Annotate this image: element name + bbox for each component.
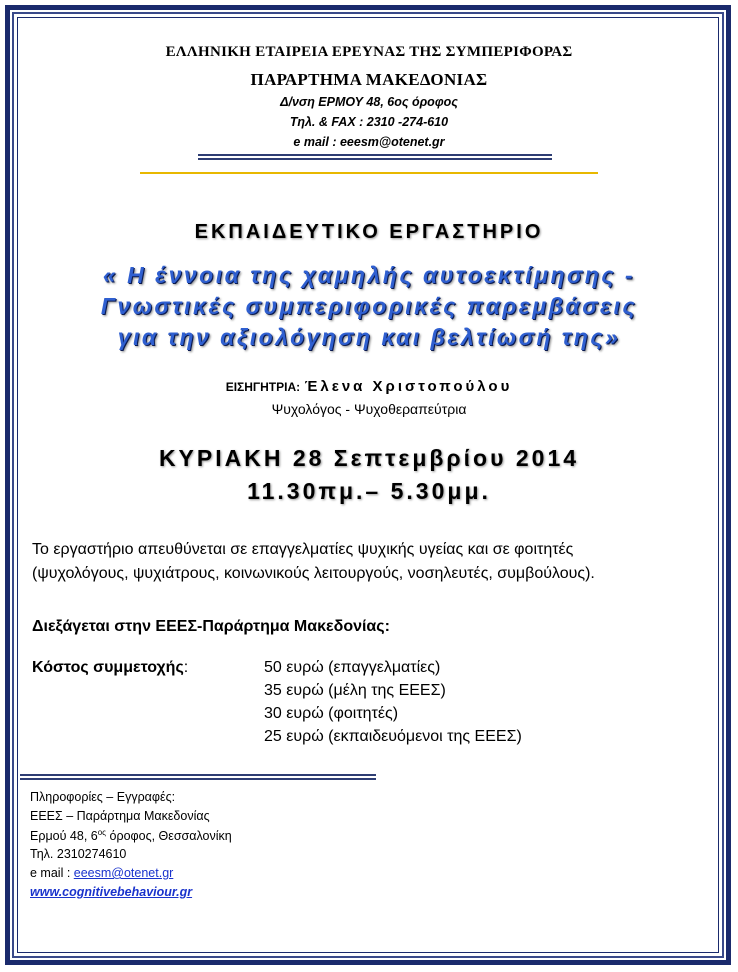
footer-address-start: Ερμού 48, 6 bbox=[30, 829, 98, 844]
event-title-line-3: για την αξιολόγηση και βελτίωσή της» bbox=[117, 324, 621, 350]
header-organization: ΕΛΛΗΝΙΚΗ ΕΤΑΙΡΕΙΑ ΕΡΕΥΝΑΣ ΤΗΣ ΣΥΜΠΕΡΙΦΟΡΑΣ bbox=[165, 44, 573, 60]
footer-email bbox=[30, 866, 173, 880]
header-accent-rule bbox=[140, 172, 598, 174]
event-title-line-1: « Η έννοια της χαμηλής αυτοεκτίμησης - bbox=[102, 262, 636, 288]
cost-item-members: 35 ευρώ (μέλη της ΕΕΕΣ) bbox=[264, 682, 446, 699]
event-time: 11.30πμ.– 5.30μμ. bbox=[247, 478, 491, 504]
speaker bbox=[0, 378, 738, 396]
speaker-name: Έλενα Χριστοπούλου bbox=[304, 378, 513, 395]
footer-address-sup: ος bbox=[97, 828, 107, 837]
audience-line-2: (ψυχολόγους, ψυχιάτρους, κοινωνικούς λειτουργούς, νοσηλευτές, συμβούλους). bbox=[32, 565, 595, 582]
header-divider-bottom bbox=[198, 158, 552, 160]
cost-label: Κόστος συμμετοχής: bbox=[32, 659, 189, 676]
cost-item-professionals: 50 ευρώ (επαγγελματίες) bbox=[264, 659, 441, 676]
footer-website bbox=[30, 885, 192, 899]
header-phone: Τηλ. & FAX : 2310 -274-610 bbox=[289, 115, 449, 129]
speaker-role: Ψυχολόγος - Ψυχοθεραπεύτρια bbox=[271, 401, 467, 417]
footer-address bbox=[30, 828, 232, 843]
event-title-line-2: Γνωστικές συμπεριφορικές παρεμβάσεις bbox=[100, 293, 638, 319]
footer-organization: ΕΕΕΣ – Παράρτημα Μακεδονίας bbox=[30, 809, 210, 823]
event-type-heading: ΕΚΠΑΙΔΕΥΤΙΚΟ ΕΡΓΑΣΤΗΡΙΟ bbox=[194, 221, 544, 243]
footer-address-end: όροφος, Θεσσαλονίκη bbox=[106, 829, 232, 844]
cost-label-text: Κόστος συμμετοχής bbox=[32, 659, 184, 676]
header-branch: ΠΑΡΑΡΤΗΜΑ ΜΑΚΕΔΟΝΙΑΣ bbox=[250, 70, 488, 89]
event-date: ΚΥΡΙΑΚΗ 28 Σεπτεμβρίου 2014 bbox=[158, 445, 580, 471]
audience-line-1: Το εργαστήριο απευθύνεται σε επαγγελματίες ψυχικής υγείας και σε φοιτητές bbox=[32, 541, 574, 558]
footer-info-heading: Πληροφορίες – Εγγραφές: bbox=[30, 790, 176, 804]
footer-divider-top bbox=[20, 774, 376, 776]
cost-item-students: 30 ευρώ (φοιτητές) bbox=[264, 705, 399, 722]
header-address: Δ/νση ΕΡΜΟΥ 48, 6ος όροφος bbox=[280, 95, 458, 109]
venue: Διεξάγεται στην ΕΕΕΣ-Παράρτημα Μακεδονίας: bbox=[32, 618, 390, 635]
footer-email-label: e mail : bbox=[30, 866, 74, 880]
header-divider-top bbox=[198, 154, 552, 156]
speaker-label: ΕΙΣΗΓΗΤΡΙΑ: bbox=[225, 380, 301, 394]
footer-phone: Τηλ. 2310274610 bbox=[30, 847, 127, 861]
header-email: e mail : eeesm@otenet.gr bbox=[293, 135, 445, 149]
audience-description bbox=[32, 538, 712, 586]
cost-item-trainees: 25 ευρώ (εκπαιδευόμενοι της ΕΕΕΣ) bbox=[264, 728, 522, 745]
footer-divider-bottom bbox=[20, 778, 376, 780]
footer-website-link[interactable]: www.cognitivebehaviour.gr bbox=[30, 885, 193, 899]
footer-email-link[interactable]: eeesm@otenet.gr bbox=[73, 866, 174, 880]
